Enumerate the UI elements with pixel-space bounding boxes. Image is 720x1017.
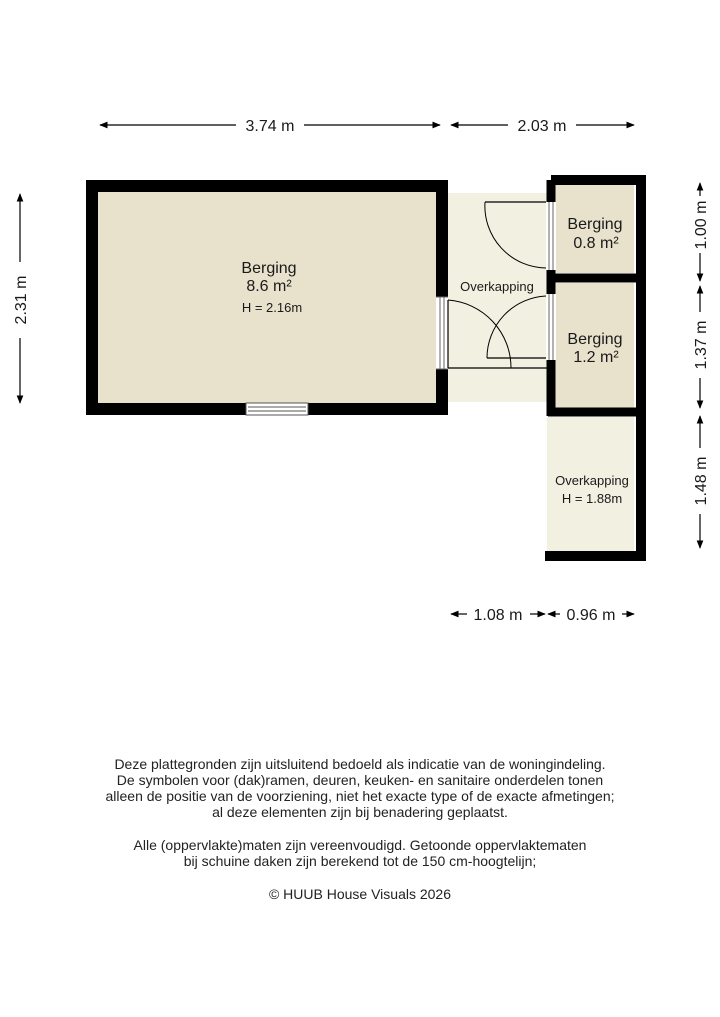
disclaimer-line: al deze elementen zijn bij benadering geplaatst. [212,804,508,820]
disclaimer-line: bij schuine daken zijn berekend tot de 150 cm-hoogtelijn; [183,853,537,869]
main-storage-name: Berging [241,260,297,277]
canopy-bottom-height: H = 1.88m [561,491,623,506]
copyright: © HUUB House Visuals 2026 [268,886,452,902]
main-storage-floor [92,186,442,409]
canopy-middle-name: Overkapping [460,279,534,294]
disclaimer-line: Alle (oppervlakte)maten zijn vereenvoudigd. Getoonde oppervlaktematen [133,837,587,853]
disclaimer-line: Deze plattegronden zijn uitsluitend bedoeld als indicatie van de woningindeling. [114,756,606,772]
dimension-right-bottom: 1.48 m [693,456,710,506]
dimension-left: 2.31 m [13,275,30,325]
dimension-right-top: 1.00 m [693,200,710,250]
window-main-bottom [246,403,308,415]
dimension-bottom-left: 1.08 m [473,607,523,624]
small-storage-bottom-area: 1.2 m² [573,349,619,366]
main-storage-height: H = 2.16m [241,300,303,315]
dimension-top-left: 3.74 m [245,118,295,135]
small-storage-bottom-name: Berging [567,331,623,348]
disclaimer-line: alleen de positie van de voorziening, niet het exacte type of de exacte afmetingen; [105,788,615,804]
small-storage-top-area: 0.8 m² [573,235,619,252]
dimension-bottom-right: 0.96 m [566,607,616,624]
dimension-top-right: 2.03 m [517,118,567,135]
disclaimer-line: De symbolen voor (dak)ramen, deuren, keuken- en sanitaire onderdelen tonen [116,772,604,788]
canopy-bottom-name: Overkapping [555,473,629,488]
disclaimer-paragraph-1 [60,756,660,820]
main-storage-area: 8.6 m² [246,278,292,295]
small-storage-top-name: Berging [567,216,623,233]
dimension-right-middle: 1.37 m [693,320,710,370]
disclaimer-paragraph-2 [60,837,660,869]
